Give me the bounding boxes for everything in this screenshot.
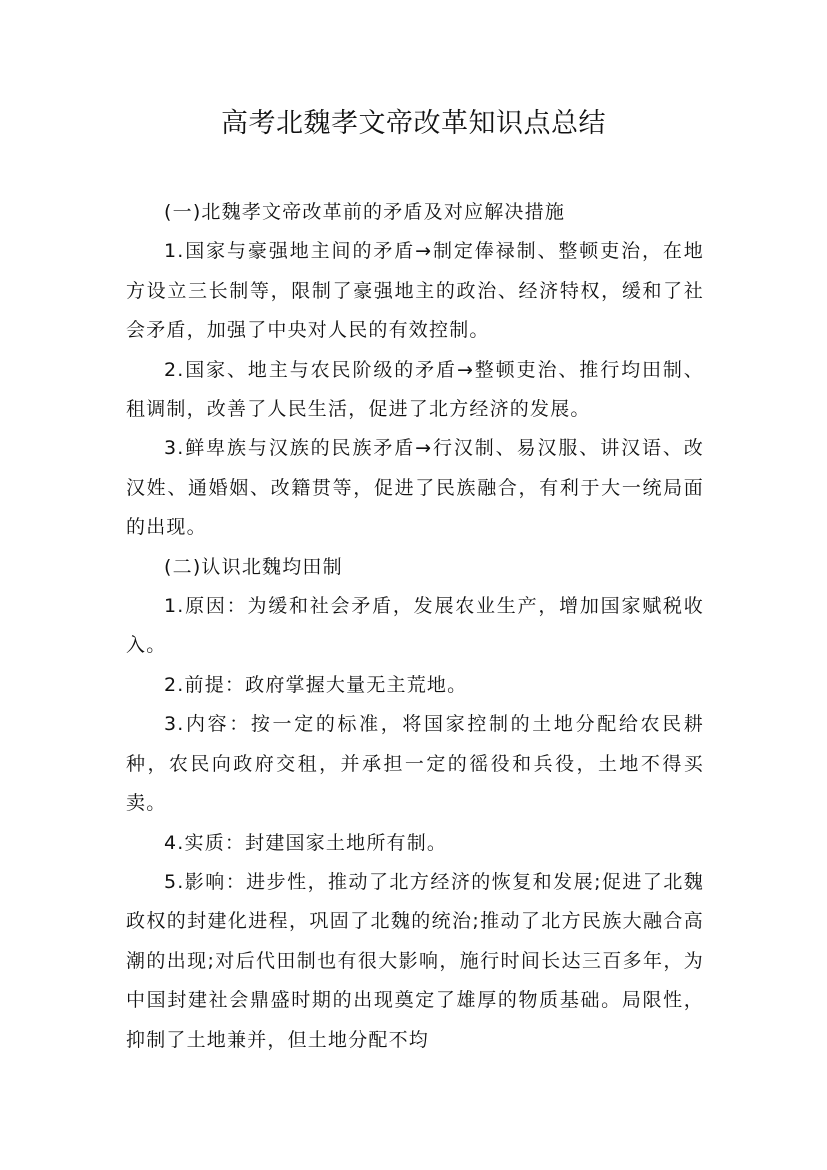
paragraph-premise: 2.前提：政府掌握大量无主荒地。 xyxy=(164,673,468,696)
document-body xyxy=(126,193,704,1060)
page-title: 高考北魏孝文帝改革知识点总结 xyxy=(221,108,606,139)
paragraph-essence: 4.实质：封建国家土地所有制。 xyxy=(164,831,448,854)
section-heading-2: (二)认识北魏均田制 xyxy=(164,555,343,578)
paragraph-3: 3.鲜卑族与汉族的民族矛盾→行汉制、易汉服、讲汉语、改汉姓、通婚姻、改籍贯等，促进了民族融合，有利于大一统局面的出现。 xyxy=(126,437,704,539)
paragraph-content: 3.内容：按一定的标准，将国家控制的土地分配给农民耕种，农民向政府交租，并承担一定的徭役和兵役，土地不得买卖。 xyxy=(126,713,704,815)
paragraph-2: 2.国家、地主与农民阶级的矛盾→整顿吏治、推行均田制、租调制，改善了人民生活，促进了北方经济的发展。 xyxy=(126,358,704,421)
paragraph-reason: 1.原因：为缓和社会矛盾，发展农业生产，增加国家赋税收入。 xyxy=(126,595,704,657)
paragraph-1: 1.国家与豪强地主间的矛盾→制定俸禄制、整顿吏治，在地方设立三长制等，限制了豪强地主的政治、经济特权，缓和了社会矛盾，加强了中央对人民的有效控制。 xyxy=(126,240,704,342)
paragraph-impact: 5.影响：进步性，推动了北方经济的恢复和发展;促进了北魏政权的封建化进程，巩固了北魏的统治;推动了北方民族大融合高潮的出现;对后代田制也有很大影响，施行时间长达三百多年，为中国封建社会鼎盛时期的出现奠定了雄厚的物质基础。局限性，抑制了土地兼并，但土地分配不均 xyxy=(126,870,704,1051)
section-heading-1: (一)北魏孝文帝改革前的矛盾及对应解决措施 xyxy=(164,201,566,223)
